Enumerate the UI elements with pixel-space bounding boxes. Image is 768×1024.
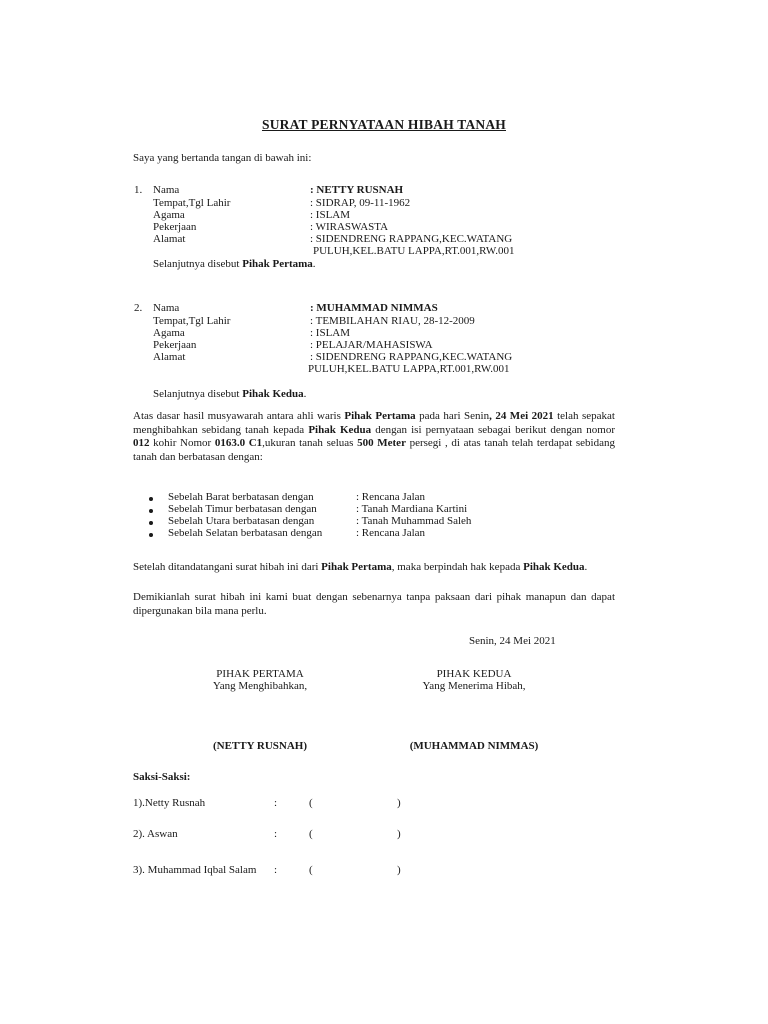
party-1-sign-title: PIHAK PERTAMA bbox=[216, 668, 304, 680]
intro-text: Saya yang bertanda tangan di bawah ini: bbox=[133, 152, 312, 164]
party-1-designation: Selanjutnya disebut Pihak Pertama. bbox=[153, 258, 316, 270]
party-2-sign-subtitle: Yang Menerima Hibah, bbox=[422, 680, 526, 692]
party-2-number: 2. bbox=[134, 302, 143, 314]
party-1-number: 1. bbox=[134, 184, 143, 196]
witness-name: 1).Netty Rusnah bbox=[133, 797, 206, 809]
boundary-value: : Rencana Jalan bbox=[356, 527, 426, 539]
party-1-alamat-value-2: PULUH,KEL.BATU LAPPA,RT.001,RW.001 bbox=[313, 245, 515, 257]
boundary-value: : Rencana Jalan bbox=[356, 491, 426, 503]
witness-name: 2). Aswan bbox=[133, 828, 178, 840]
party-1-label-nama: Nama bbox=[153, 184, 180, 196]
closing-paragraph: Demikianlah surat hibah ini kami buat dengan sebenarnya tanpa paksaan dari pihak manapun dan dapat dipergunakan bila mana perlu. bbox=[133, 591, 615, 617]
signature-close-paren: ) bbox=[397, 864, 401, 876]
party-2-ttl-value: : TEMBILAHAN RIAU, 28-12-2009 bbox=[310, 315, 475, 327]
party-2-label-pekerjaan: Pekerjaan bbox=[153, 339, 197, 351]
witness-colon: : bbox=[274, 828, 278, 840]
party-2-label-alamat: Alamat bbox=[153, 351, 186, 363]
party-2-sign-title: PIHAK KEDUA bbox=[436, 668, 512, 680]
party-2-sign-name: (MUHAMMAD NIMMAS) bbox=[409, 740, 539, 752]
witness-name: 3). Muhammad Iqbal Salam bbox=[133, 864, 257, 876]
witness-colon: : bbox=[274, 797, 278, 809]
party-1-label-agama: Agama bbox=[153, 209, 185, 221]
party-2-designation: Selanjutnya disebut Pihak Kedua. bbox=[153, 388, 307, 400]
signature-open-paren: ( bbox=[309, 797, 313, 809]
party-1-ttl-value: : SIDRAP, 09-11-1962 bbox=[310, 197, 411, 209]
bullet-icon bbox=[149, 521, 153, 525]
party-1-sign-name: (NETTY RUSNAH) bbox=[212, 740, 307, 752]
party-1-alamat-value-1: : SIDENDRENG RAPPANG,KEC.WATANG bbox=[310, 233, 513, 245]
party-1-sign-subtitle: Yang Menghibahkan, bbox=[212, 680, 308, 692]
witness-colon: : bbox=[274, 864, 278, 876]
witness-heading: Saksi-Saksi: bbox=[133, 771, 191, 783]
party-2-alamat-value-1: : SIDENDRENG RAPPANG,KEC.WATANG bbox=[310, 351, 513, 363]
boundary-side: Sebelah Barat berbatasan dengan bbox=[168, 491, 314, 503]
party-1-label-alamat: Alamat bbox=[153, 233, 186, 245]
signature-open-paren: ( bbox=[309, 828, 313, 840]
bullet-icon bbox=[149, 497, 153, 501]
agreement-paragraph: Atas dasar hasil musyawarah antara ahli waris Pihak Pertama pada hari Senin, 24 Mei 2021 telah sepakat menghibahkan sebidang tanah kepada Pihak Kedua dengan isi pernyataan sebagai berikut dengan nomor 012 kohir Nomor 0163.0 C1,ukuran tanah seluas 500 Meter persegi , di atas tanah telah terdapat sebidang tanah dan berbatasan dengan: bbox=[133, 410, 615, 463]
signature-close-paren: ) bbox=[397, 828, 401, 840]
boundary-value: : Tanah Mardiana Kartini bbox=[356, 503, 468, 515]
party-2-pekerjaan-value: : PELAJAR/MAHASISWA bbox=[310, 339, 433, 351]
party-2-label-agama: Agama bbox=[153, 327, 185, 339]
bullet-icon bbox=[149, 509, 153, 513]
party-2-label-nama: Nama bbox=[153, 302, 180, 314]
party-1-label-pekerjaan: Pekerjaan bbox=[153, 221, 197, 233]
party-1-nama-value: : NETTY RUSNAH bbox=[310, 184, 404, 196]
letter-date: Senin, 24 Mei 2021 bbox=[469, 635, 556, 647]
boundary-side: Sebelah Selatan berbatasan dengan bbox=[168, 527, 323, 539]
party-2-label-ttl: Tempat,Tgl Lahir bbox=[153, 315, 231, 327]
boundary-value: : Tanah Muhammad Saleh bbox=[356, 515, 472, 527]
party-2-nama-value: : MUHAMMAD NIMMAS bbox=[310, 302, 438, 314]
signature-close-paren: ) bbox=[397, 797, 401, 809]
boundary-side: Sebelah Utara berbatasan dengan bbox=[168, 515, 315, 527]
transfer-paragraph: Setelah ditandatangani surat hibah ini dari Pihak Pertama, maka berpindah hak kepada Pihak Kedua. bbox=[133, 561, 588, 573]
party-2-alamat-value-2: PULUH,KEL.BATU LAPPA,RT.001,RW.001 bbox=[308, 363, 510, 375]
party-1-pekerjaan-value: : WIRASWASTA bbox=[310, 221, 389, 233]
party-1-label-ttl: Tempat,Tgl Lahir bbox=[153, 197, 231, 209]
party-2-agama-value: : ISLAM bbox=[310, 327, 351, 339]
bullet-icon bbox=[149, 533, 153, 537]
document-title: SURAT PERNYATAAN HIBAH TANAH bbox=[261, 117, 506, 132]
signature-open-paren: ( bbox=[309, 864, 313, 876]
party-1-agama-value: : ISLAM bbox=[310, 209, 351, 221]
boundary-side: Sebelah Timur berbatasan dengan bbox=[168, 503, 317, 515]
